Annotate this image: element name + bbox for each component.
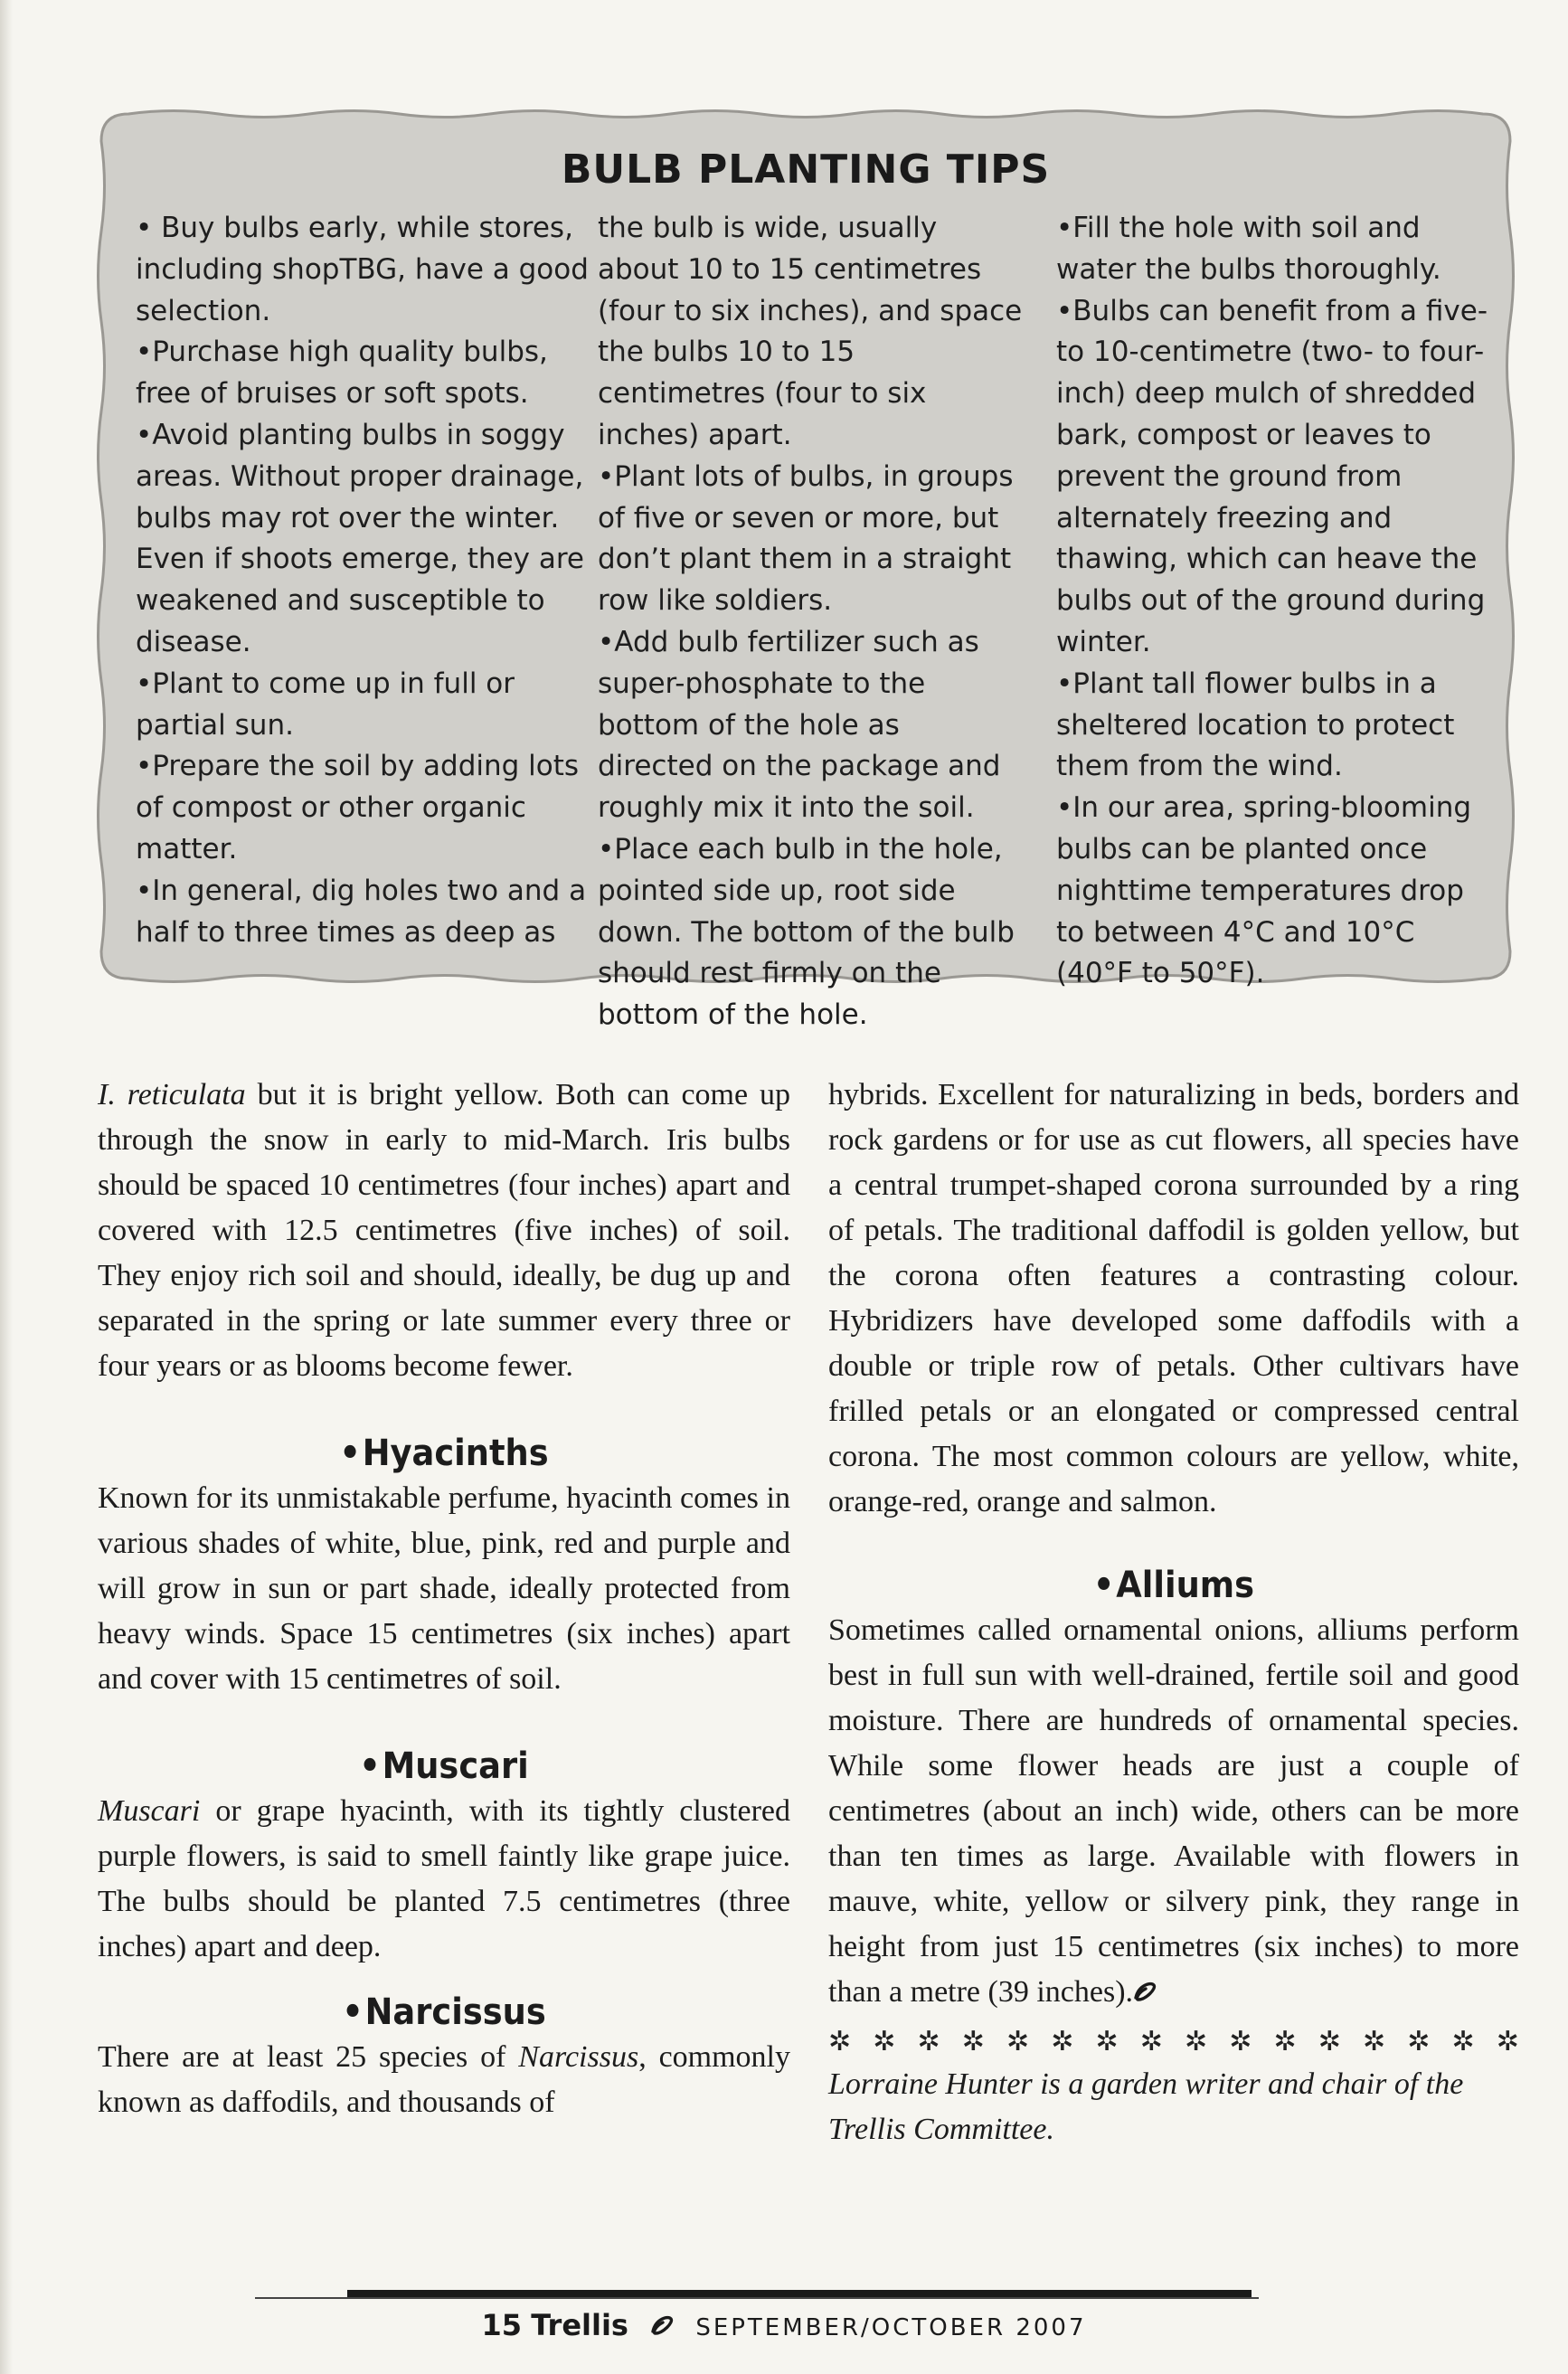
narcissus-paragraph: [98, 2035, 790, 2125]
page-number: 15: [481, 2308, 523, 2342]
muscari-heading: •Muscari: [359, 1745, 529, 1787]
tip-sheltered: •Plant tall flower bulbs in a sheltered location to protect them from the wind.: [1056, 667, 1455, 783]
tips-title: BULB PLANTING TIPS: [561, 147, 1051, 193]
iris-text: but it is bright yellow. Both can come up through the snow in early to mid-March. Iris bulbs should be spaced 10 centimetres (four inches) apart and covered with 12.5 centimetres (five inches) of soil. They enjoy rich soil and should, ideally, be dug up and separated in the spring or late summer every three or four years or as blooms become fewer.: [98, 1078, 790, 1383]
ornament: ✲: [1229, 2027, 1252, 2057]
alliums-heading-text: Alliums: [1116, 1565, 1255, 1606]
ornament: ✲: [1407, 2027, 1431, 2057]
issue-date: SEPTEMBER/OCTOBER 2007: [695, 2314, 1087, 2341]
iris-paragraph: [98, 1073, 790, 1389]
ornament: ✲: [1318, 2027, 1341, 2057]
tips-column-1: [136, 208, 606, 953]
ornament: ✲: [873, 2027, 896, 2057]
ornament: ✲: [1051, 2027, 1074, 2057]
muscari-heading-text: Muscari: [382, 1745, 529, 1787]
ornament: ✲: [828, 2027, 852, 2057]
ornament-row: [828, 2022, 1519, 2062]
tip-soil: •Prepare the soil by adding lots of compost or other organic matter.: [136, 750, 580, 865]
tip-fertilizer: •Add bulb fertilizer such as super-phosphate to the bottom of the hole as directed on the package and roughly mix it into the soil.: [598, 625, 1001, 825]
page-edge: [0, 0, 13, 2374]
article-right-column: [828, 1073, 1519, 2152]
page-footer: [0, 2308, 1568, 2342]
muscari-paragraph: [98, 1789, 790, 1970]
hyacinths-heading-text: Hyacinths: [362, 1433, 549, 1474]
footer-rule: [255, 2297, 1259, 2299]
trellis-logo-icon: [1133, 1980, 1157, 2003]
alliums-heading: •Alliums: [1092, 1565, 1255, 1606]
muscari-text: or grape hyacinth, with its tightly clustered purple flowers, is said to smell faintly like grape juice. The bulbs should be planted 7.5 centimetres (three inches) apart and deep.: [98, 1794, 790, 1963]
tips-box: [94, 107, 1517, 1032]
tip-buy-early: • Buy bulbs early, while stores, including shopTBG, have a good selection.: [136, 212, 589, 327]
narcissus-text-b: , commonly known as daffodils, and thousands of: [98, 2040, 790, 2119]
ornament: ✲: [1185, 2027, 1208, 2057]
author-byline: [828, 2062, 1519, 2152]
hyacinths-heading: •Hyacinths: [339, 1433, 549, 1474]
ornament: ✲: [1139, 2027, 1163, 2057]
tips-column-3: [1056, 208, 1490, 995]
article-left-column: [98, 1073, 790, 2125]
tip-sun: •Plant to come up in full or partial sun.: [136, 667, 515, 742]
muscari-italic: Muscari: [98, 1794, 201, 1828]
trellis-logo-icon: [650, 2313, 674, 2337]
tip-depth-cont: the bulb is wide, usually about 10 to 15 centimetres (four to six inches), and space the bulbs 10 to 15 centimetres (four to six inches) apart.: [598, 212, 1023, 451]
narcissus-italic: Narcissus: [518, 2040, 639, 2074]
byline-text-c: Committee.: [905, 2113, 1054, 2146]
ornament: ✲: [1363, 2027, 1386, 2057]
narcissus-heading: •Narcissus: [342, 1991, 546, 2033]
narcissus-heading-text: Narcissus: [364, 1991, 546, 2033]
tip-quality: •Purchase high quality bulbs, free of bruises or soft spots.: [136, 336, 548, 411]
ornament: ✲: [961, 2027, 985, 2057]
iris-species: I. reticulata: [98, 1078, 246, 1111]
ornament: ✲: [1273, 2027, 1297, 2057]
ornament: ✲: [1451, 2027, 1475, 2057]
byline-text-a: Lorraine Hunter is a garden writer and chair of the: [828, 2067, 1464, 2101]
byline-magazine: Trellis: [828, 2113, 906, 2146]
tips-column-2: [598, 208, 1023, 1036]
alliums-paragraph: [828, 1608, 1519, 2015]
alliums-text: Sometimes called ornamental onions, alliums perform best in full sun with well-drained, fertile soil and good moisture. There are hundreds of ornamental species. While some flower heads are just a couple of centimetres (about an inch) wide, others can be more than ten times as large. Available with flowers in mauve, white, yellow or silvery pink, they range in height from just 15 centimetres (six inches) to more than a metre (39 inches).: [828, 1613, 1519, 2009]
tip-timing: •In our area, spring-blooming bulbs can be planted once nighttime temperatures drop to between 4°C and 10°C (40°F to 50°F).: [1056, 791, 1472, 990]
tip-mulch: •Bulbs can benefit from a five- to 10-centimetre (two- to four-inch) deep mulch of shredded bark, compost or leaves to prevent the ground from alternately freezing and thawing, which can heave the bulbs out of the ground during winter.: [1056, 294, 1488, 658]
ornament: ✲: [1496, 2027, 1519, 2057]
tip-water: •Fill the hole with soil and water the bulbs thoroughly.: [1056, 212, 1441, 286]
tip-soggy: •Avoid planting bulbs in soggy areas. Without proper drainage, bulbs may rot over the winter. Even if shoots emerge, they are weakened and susceptible to disease.: [136, 418, 584, 658]
ornament: ✲: [917, 2027, 940, 2057]
tip-depth: •In general, dig holes two and a half to three times as deep as: [136, 874, 587, 949]
hyacinths-paragraph: Known for its unmistakable perfume, hyacinth comes in various shades of white, blue, pink, red and purple and will grow in sun or part shade, ideally protected from heavy winds. Space 15 centimetres (six inches) apart and cover with 15 centimetres of soil.: [98, 1481, 790, 1696]
magazine-name: Trellis: [531, 2308, 628, 2342]
ornament: ✲: [1006, 2027, 1030, 2057]
narcissus-text-a: There are at least 25 species of: [98, 2040, 519, 2074]
ornament: ✲: [1095, 2027, 1119, 2057]
tip-placement: •Place each bulb in the hole, pointed side up, root side down. The bottom of the bulb should rest firmly on the bottom of the hole.: [598, 832, 1015, 1032]
tip-groups: •Plant lots of bulbs, in groups of five or seven or more, but don’t plant them in a straight row like soldiers.: [598, 459, 1014, 618]
narcissus-continued: hybrids. Excellent for naturalizing in beds, borders and rock gardens or for use as cut flowers, all species have a central trumpet-shaped corona surrounded by a ring of petals. The traditional daffodil is golden yellow, but the corona often features a contrasting colour. Hybridizers have developed some daffodils with a double or triple row of petals. Other cultivars have frilled petals or an elongated or compressed central corona. The most common colours are yellow, white, orange-red, orange and salmon.: [828, 1078, 1519, 1518]
